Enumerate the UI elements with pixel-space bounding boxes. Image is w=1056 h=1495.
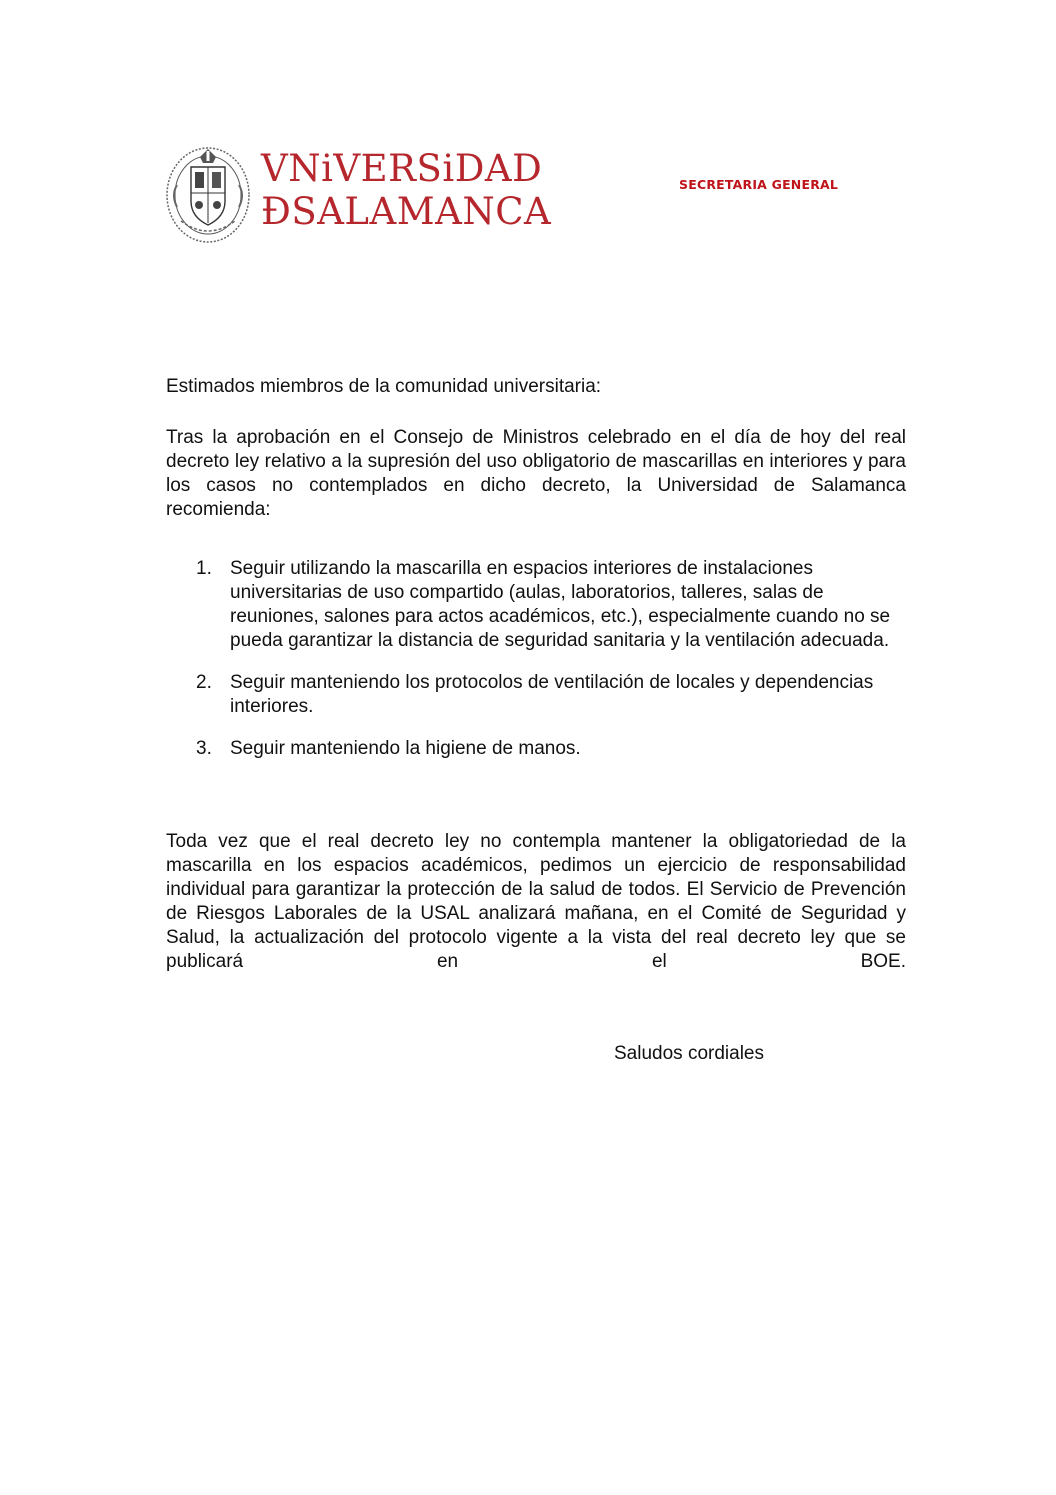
wordmark-line-1: VNiVERSiDAD <box>261 147 543 190</box>
letterhead <box>165 143 865 253</box>
recommendation-text: Seguir utilizando la mascarilla en espacios interiores de instalaciones universitarias de uso compartido (aulas, laboratorios, talleres, salas de reuniones, salones para actos académicos, etc.), especialmente cuando no se pueda garantizar la distancia de seguridad sanitaria y la ventilación adecuada. <box>230 558 891 651</box>
letter-closing-paragraph: Toda vez que el real decreto ley no contempla mantener la obligatoriedad de la mascarilla en los espacios académicos, pedimos un ejercicio de responsabilidad individual para garantizar la protección de la salud de todos. El Servicio de Prevención de Riesgos Laborales de la USAL analizará mañana, en el Comité de Seguridad y Salud, la actualización del protocolo vigente a la vista del real decreto ley que se publicará en el BOE. <box>166 831 906 972</box>
recommendation-text: Seguir manteniendo los protocolos de ventilación de locales y dependencias interiores. <box>230 672 874 717</box>
recommendation-number: 1. <box>196 558 212 579</box>
letter-intro: Tras la aprobación en el Consejo de Ministros celebrado en el día de hoy del real decreto ley relativo a la supresión del uso obligatorio de mascarillas en interiores y para los casos no contemplados en dicho decreto, la Universidad de Salamanca recomienda: <box>166 427 906 520</box>
recommendation-text: Seguir manteniendo la higiene de manos. <box>230 738 581 759</box>
university-wordmark <box>261 147 551 233</box>
recommendation-item <box>190 737 906 761</box>
recommendation-number: 3. <box>196 738 212 759</box>
recommendations-list <box>190 557 906 779</box>
recommendation-item <box>190 671 906 719</box>
recommendation-number: 2. <box>196 672 212 693</box>
recommendation-item <box>190 557 906 653</box>
letter-signoff: Saludos cordiales <box>614 1043 764 1064</box>
wordmark-line-2: ÐSALAMANCA <box>261 190 552 233</box>
letter-greeting: Estimados miembros de la comunidad universitaria: <box>166 376 602 397</box>
university-seal-icon <box>165 145 251 245</box>
department-name: SECRETARIA GENERAL <box>679 177 839 192</box>
